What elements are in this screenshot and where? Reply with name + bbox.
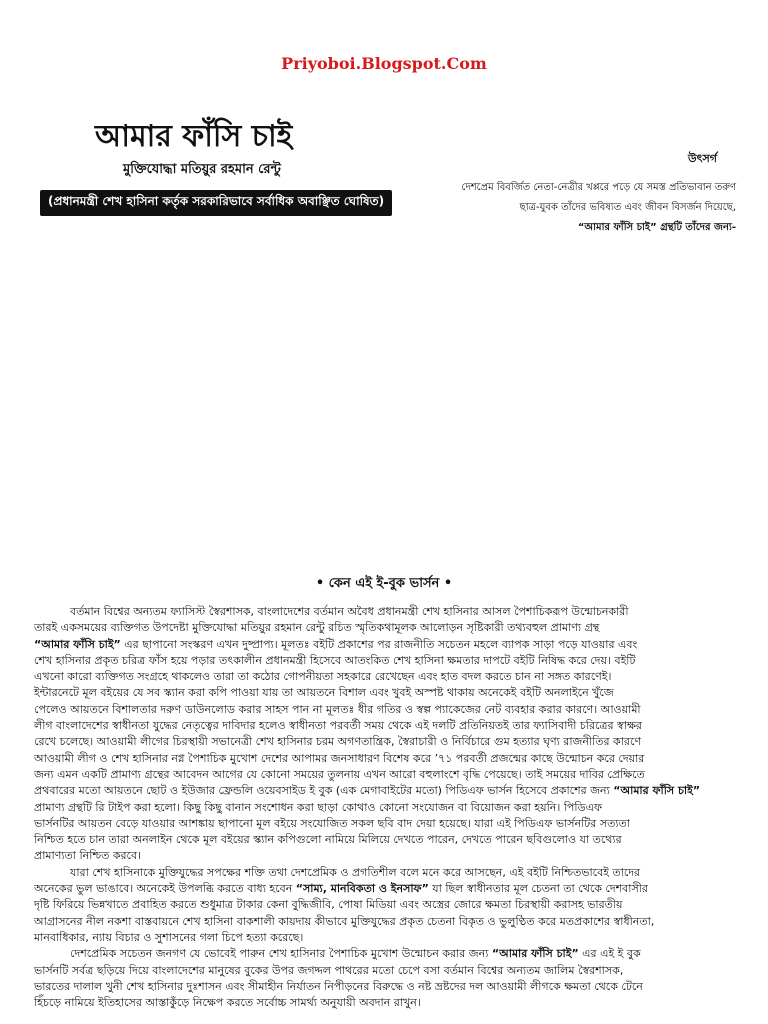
text-line: বর্তমান বিশ্বের অন্যতম ফ্যাসিস্ট স্বৈরশাসক, বাংলাদেশের বর্তমান অবৈধ প্রধানমন্ত্রী শেখ হাসিনার আসল পৈশাচিকরূপ উন্মোচনকারী bbox=[70, 605, 629, 618]
dedication-line: ছাত্র-যুবক তাঁদের ভবিষ্যত এবং জীবন বিসর্জন দিয়েছে, bbox=[519, 202, 736, 213]
book-title-quote: “আমার ফাঁসি চাই” bbox=[613, 784, 701, 798]
text-line: পেলেও আয়তনে বিশালতার দরুণ ডাউনলোড করার সাহস পান না মূলতঃ ধীর গতির ও স্বল্প প্যাকেজের নেট ব্যবহার করার কারণে। আওয়ামী bbox=[34, 702, 641, 716]
text-line: আগ্রাসনের নীল নকশা বাস্তবায়নে শেখ হাসিনা বাকশালী কায়দায় কীভাবে মুক্তিযুদ্ধের প্রকৃত চেতনা বিকৃত ও ভুলুণ্ঠিত করে মতপ্রকাশের স্বাধীনতা, bbox=[34, 914, 655, 928]
text-line: এখনো কারো ব্যক্তিগত সংগ্রহে থাকলেও তারা তা কঠোর গোপনীয়তা সহকারে রেখেছেন এবং হাত বদল করতে চান না সঙ্গত কারণেই। bbox=[34, 670, 612, 684]
text-fragment: এর ছাপানো সংস্করণ এখন দুষ্প্রাপ্য। মূলতঃ বইটি প্রকাশের পর রাজনীতি সচেতন মহলে ব্যাপক সাড়া পড়ে যাওয়ার এবং bbox=[120, 637, 638, 651]
book-title: আমার ফাঁসি চাই bbox=[95, 119, 293, 154]
status-note-box: (প্রধানমন্ত্রী শেখ হাসিনা কর্তৃক সরকারিভাবে সর্বাধিক অবাঞ্ছিত ঘোষিত) bbox=[40, 190, 392, 216]
text-line: আওয়ামী লীগ ও শেখ হাসিনার নগ্ন পৈশাচিক মুখোশ দেশের আপামর জনসাধারণ বিশেষ করে ’৭১ পরবর্তী প্রজন্মের কাছে উন্মোচন করে দেয়ার bbox=[34, 751, 645, 765]
site-link[interactable]: Priyoboi.Blogspot.Com bbox=[281, 54, 487, 73]
text-line: প্রামাণ্য গ্রন্থটি রি টাইপ করা হলো। কিছু কিছু বানান সংশোধন করা ছাড়া কোথাও কোনো সংযোজন বা বিয়োজন করা হয়নি। পিডিএফ bbox=[34, 800, 603, 814]
text-line: শেখ হাসিনার প্রকৃত চরিত্র ফাঁস হয়ে পড়ার তৎকালীন প্রধানমন্ত্রী হিসেবে আতংকিত শেখ হাসিনা ক্ষমতার দাপটে বইটি নিষিদ্ধ করে দেয়। বইটি bbox=[34, 653, 636, 667]
text-line bbox=[34, 881, 736, 897]
text-line: জন্য এমন একটি প্রামাণ্য গ্রন্থের আবেদন আগের যে কোনো সময়ের তুলনায় এখন আরো বহুলাংশে বৃদ্ধি পেয়েছে। তাই সময়ের দাবির প্রেক্ষিতে bbox=[34, 767, 645, 781]
section-heading: • কেন এই ই-বুক ভার্সন • bbox=[315, 576, 453, 591]
text-line: প্রামাণ্যতা নিশ্চিত করবে। bbox=[34, 849, 142, 863]
text-fragment: অনেকের ভুল ভাঙাবে। অনেকেই উপলব্ধি করতে বাধ্য হবেন bbox=[34, 882, 296, 896]
quote-fragment: “সাম্য, মানবিকতা ও ইনসাফ” bbox=[295, 882, 429, 896]
book-title-quote: “আমার ফাঁসি চাই” bbox=[34, 637, 121, 651]
dedication-line: “আমার ফাঁসি চাই” গ্রন্থটি তাঁদের জন্য- bbox=[577, 222, 736, 233]
text-line: ভার্সনটির আয়তন বেড়ে যাওয়ার আশঙ্কায় ছাপানো মূল বইয়ে সংযোজিত সকল ছবি বাদ দেয়া হয়েছে। যারা এই পিডিএফ ভার্সনটির সত্যতা bbox=[34, 816, 630, 830]
book-title-quote: “আমার ফাঁসি চাই” bbox=[491, 947, 579, 961]
text-fragment: এর এই ই বুক bbox=[578, 947, 641, 961]
text-line bbox=[70, 947, 641, 960]
paragraph bbox=[34, 946, 736, 1011]
text-line: তারই একসময়ের ব্যক্তিগত উপদেষ্টা মুক্তিযোদ্ধা মতিয়ুর রহমান রেন্টু রচিত স্মৃতিকথামূলক আলোড়ন সৃষ্টিকারী তথ্যবহুল প্রামাণ্য গ্রন্থ bbox=[34, 621, 600, 635]
text-line: নিশ্চিত হতে চান তারা অনলাইন থেকে মূল বইয়ের স্ক্যান কপিগুলো নামিয়ে মিলিয়ে দেখতে পারেন, দেখতে পারেন ছবিগুলোও যা তথ্যের bbox=[34, 833, 622, 847]
text-fragment: যা ছিল স্বাধীনতার মূল চেতনা তা থেকে দেশবাসীর bbox=[428, 882, 648, 896]
text-line: ভার্সনটি সর্বত্র ছড়িয়ে দিয়ে বাংলাদেশের মানুষের বুকের উপর জগদ্দল পাথরের মতো চেপে বসা বর্তমান বিশ্বের অন্যতম জালিম স্বৈরশাসক, bbox=[34, 963, 624, 977]
text-line: যারা শেখ হাসিনাকে মুক্তিযুদ্ধের সপক্ষের শক্তি তথা দেশপ্রেমিক ও প্রগতিশীল বলে মনে করে আসছেন, এই বইটি নিশ্চিতভাবেই তাদের bbox=[70, 865, 641, 879]
body-text bbox=[34, 604, 736, 1011]
text-line bbox=[34, 783, 736, 799]
text-line bbox=[34, 637, 736, 653]
text-line: লীগ বাংলাদেশের স্বাধীনতা যুদ্ধের নেতৃত্বের দাবিদার হলেও স্বাধীনতা পরবর্তী সময় থেকে এই দলটি প্রতিনিয়তই তার ফ্যাসিবাদী চরিত্রের স্বাক্ষর bbox=[34, 719, 642, 733]
author-name: মুক্তিযোদ্ধা মতিয়ুর রহমান রেন্টু bbox=[123, 162, 281, 177]
dedication-line: দেশপ্রেম বিবর্জিত নেতা-নেত্রীর খপ্পরে পড়ে যে সমস্ত প্রতিভাবান তরুণ bbox=[461, 182, 736, 193]
paragraph bbox=[34, 865, 736, 946]
dedication-text bbox=[396, 178, 736, 238]
text-fragment: প্রথবারের মতো আয়তনে ছোট ও ইউজার ফ্রেন্ডলি ওয়েবসাইড ই বুক (এক মেগাবাইটের মতো) পিডিএফ ভার্সন হিসেবে প্রকাশের জন্য bbox=[34, 784, 614, 798]
text-line: রেখে চলেছে। আওয়ামী লীগের চিরস্থায়ী সভানেত্রী শেখ হাসিনার চরম অগণতান্ত্রিক, স্বৈরাচারী ও নির্বিচারে গুম হত্যার ঘৃণ্য রাজনীতির কারণে bbox=[34, 735, 642, 749]
text-line: দৃষ্টি ফিরিয়ে ভিন্নখাতে প্রবাহিত করতে শুধুমাত্র টাকার কেনা বুদ্ধিজীবি, পোষা মিডিয়া এবং অস্ত্রের জোরে ক্ষমতা চিরস্থায়ী করাসহ ভারতীয় bbox=[34, 898, 623, 912]
text-fragment: দেশপ্রেমিক সচেতন জনগণ যে ভোবেই পারুন শেখ হাসিনার পৈশাচিক মুখোশ উন্মোচন করার জন্য bbox=[70, 947, 492, 961]
text-line: ভারতের দালাল খুনী শেখ হাসিনার দুঃশাসন এবং সীমাহীন নির্যাতন নিপীড়নের বিরুদ্ধে ও নষ্ট ভ্রষ্টদের দল আওয়ামী লীগকে ক্ষমতা থেকে টেনে bbox=[34, 979, 643, 993]
paragraph bbox=[34, 604, 736, 865]
text-line: ইন্টারনেটে মূল বইয়ের যে সব স্ক্যান করা কপি পাওয়া যায় তা আয়তনে বিশাল এবং খুবই অস্পষ্ট থাকায় অনেকেই বইটি অনলাইনে খুঁজে bbox=[34, 686, 614, 700]
text-line: হিঁচড়ে নামিয়ে ইতিহাসের আস্তাকুঁড়ে নিক্ষেপ করতে সর্বোচ্চ সামর্থ্য অনুযায়ী অবদান রাখুন। bbox=[34, 996, 421, 1010]
text-line: মানবাধিকার, ন্যায় বিচার ও সুশাসনের গলা চিপে হত্যা করেছে। bbox=[34, 930, 304, 944]
dedication-label: উৎসর্গ bbox=[688, 152, 717, 165]
